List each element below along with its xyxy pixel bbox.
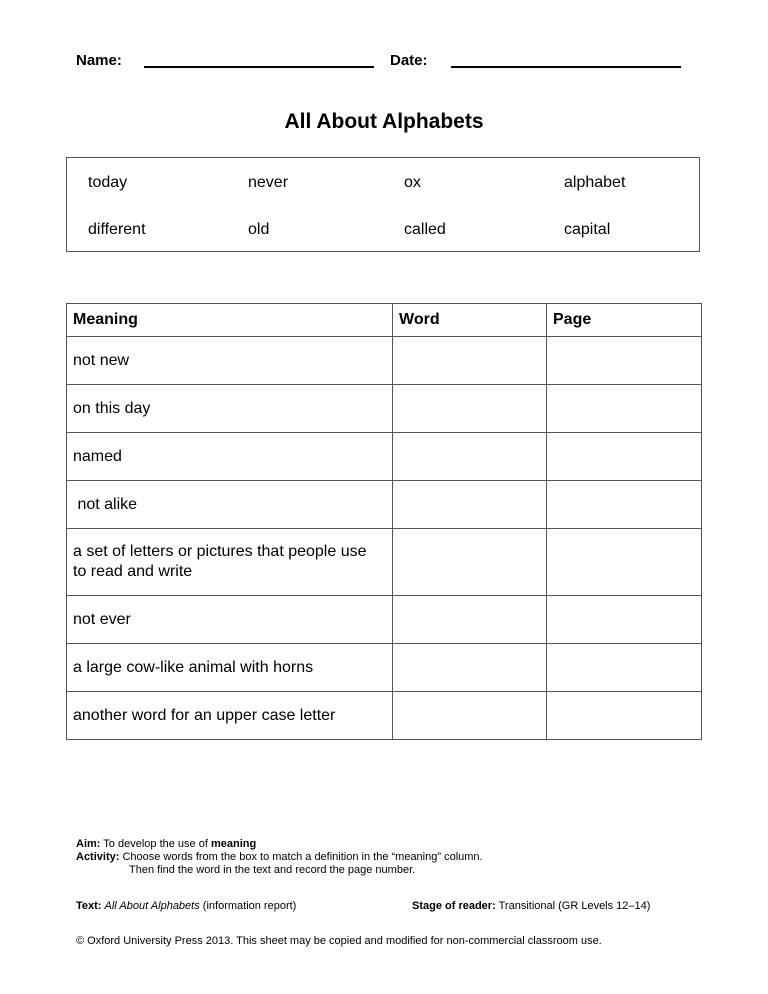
activity-line	[76, 851, 483, 864]
meaning-cell: not alike	[67, 481, 393, 529]
word-answer-cell[interactable]	[393, 644, 547, 692]
table-row	[67, 433, 702, 481]
word-box-item: alphabet	[564, 174, 626, 191]
meaning-table	[66, 303, 702, 740]
table-row	[67, 337, 702, 385]
word-box-item: capital	[564, 221, 611, 238]
word-answer-cell[interactable]	[393, 529, 547, 596]
stage-label: Stage of reader:	[412, 900, 496, 912]
activity-text: Choose words from the box to match a definition in the “meaning” column.	[119, 851, 483, 863]
page-answer-cell[interactable]	[547, 692, 702, 740]
page-answer-cell[interactable]	[547, 433, 702, 481]
stage-info	[412, 900, 650, 913]
meaning-cell: not new	[67, 337, 393, 385]
table-row	[67, 596, 702, 644]
word-box-item: old	[248, 221, 270, 238]
page-answer-cell[interactable]	[547, 596, 702, 644]
word-box-item: called	[404, 221, 446, 238]
page-answer-cell[interactable]	[547, 337, 702, 385]
page-answer-cell[interactable]	[547, 385, 702, 433]
stage-text: Transitional (GR Levels 12–14)	[495, 900, 651, 912]
word-answer-cell[interactable]	[393, 337, 547, 385]
meaning-cell: a large cow-like animal with horns	[67, 644, 393, 692]
aim-text: To develop the use of	[100, 838, 211, 850]
aim-emphasis: meaning	[210, 838, 257, 850]
table-header-row	[67, 304, 702, 337]
meaning-cell: a set of letters or pictures that people use to read and write	[67, 529, 393, 596]
meaning-cell: not ever	[67, 596, 393, 644]
word-answer-cell[interactable]	[393, 596, 547, 644]
word-answer-cell[interactable]	[393, 692, 547, 740]
aim-label: Aim:	[76, 838, 101, 850]
page-answer-cell[interactable]	[547, 481, 702, 529]
date-label: Date:	[390, 52, 428, 69]
copyright: © Oxford University Press 2013. This sheet may be copied and modified for non-commercial classroom use.	[76, 935, 602, 947]
word-answer-cell[interactable]	[393, 433, 547, 481]
table-row	[67, 529, 702, 596]
activity-label: Activity:	[76, 851, 120, 863]
table-row	[67, 481, 702, 529]
meaning-cell: on this day	[67, 385, 393, 433]
page-answer-cell[interactable]	[547, 644, 702, 692]
activity-text-continued: Then find the word in the text and record the page number.	[129, 864, 416, 876]
meaning-cell: named	[67, 433, 393, 481]
word-box-item: never	[248, 174, 289, 191]
name-label: Name:	[76, 52, 122, 69]
word-answer-cell[interactable]	[393, 481, 547, 529]
word-box-item: ox	[404, 174, 421, 191]
text-type: (information report)	[199, 900, 297, 912]
page-column-header: Page	[547, 304, 702, 337]
page-answer-cell[interactable]	[547, 529, 702, 596]
name-field[interactable]	[144, 66, 374, 68]
text-label: Text:	[76, 900, 102, 912]
text-title: All About Alphabets	[104, 900, 200, 912]
word-box-item: today	[88, 174, 128, 191]
table-row	[67, 385, 702, 433]
table-row	[67, 692, 702, 740]
aim-line	[76, 838, 256, 851]
word-box	[66, 157, 700, 252]
table-row	[67, 644, 702, 692]
text-info	[76, 900, 296, 913]
date-field[interactable]	[451, 66, 681, 68]
page-title: All About Alphabets	[284, 110, 484, 133]
word-column-header: Word	[393, 304, 547, 337]
meaning-column-header: Meaning	[67, 304, 393, 337]
word-box-item: different	[88, 221, 146, 238]
word-answer-cell[interactable]	[393, 385, 547, 433]
meaning-cell: another word for an upper case letter	[67, 692, 393, 740]
